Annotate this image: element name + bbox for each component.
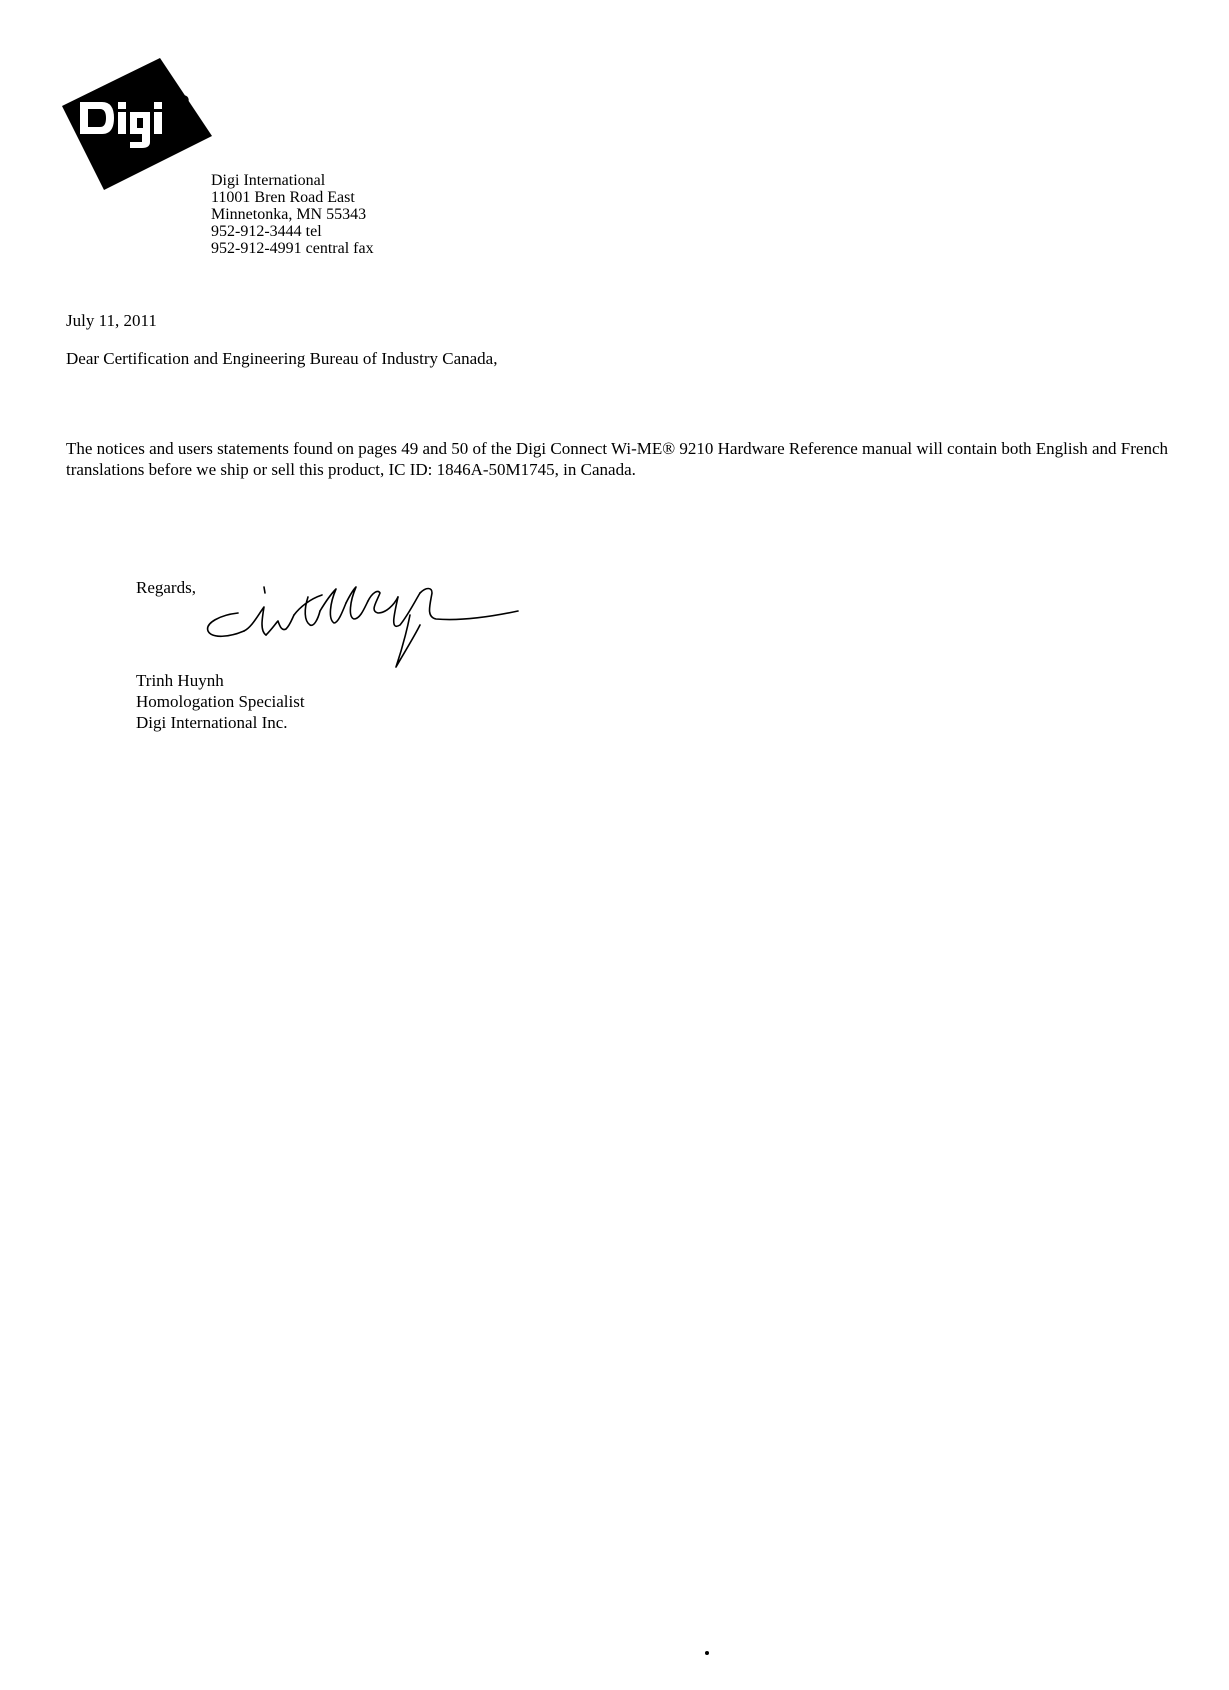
closing: Regards,	[136, 578, 196, 597]
phone-number: 952-912-3444 tel	[211, 223, 322, 240]
letterhead-address	[211, 172, 374, 257]
letter-body: The notices and users statements found on pages 49 and 50 of the Digi Connect Wi-ME® 9210 Hardware Reference manual will contain both English and French translations before we ship or sell this product, IC ID: 1846A-50M1745, in Canada.	[66, 439, 1168, 479]
signer-title: Homologation Specialist	[136, 692, 305, 711]
signer-name: Trinh Huynh	[136, 671, 224, 690]
signer-block	[136, 670, 305, 733]
salutation: Dear Certification and Engineering Bureau of Industry Canada,	[66, 349, 498, 368]
svg-text:R: R	[181, 99, 187, 105]
scan-artifact-dot	[705, 1651, 709, 1655]
signer-organization: Digi International Inc.	[136, 713, 288, 732]
city-state-zip: Minnetonka, MN 55343	[211, 206, 367, 223]
digi-logo	[62, 58, 212, 190]
fax-number: 952-912-4991 central fax	[211, 240, 374, 257]
letter-date: July 11, 2011	[66, 311, 157, 330]
company-name: Digi International	[211, 172, 326, 189]
street-address: 11001 Bren Road East	[211, 189, 355, 206]
